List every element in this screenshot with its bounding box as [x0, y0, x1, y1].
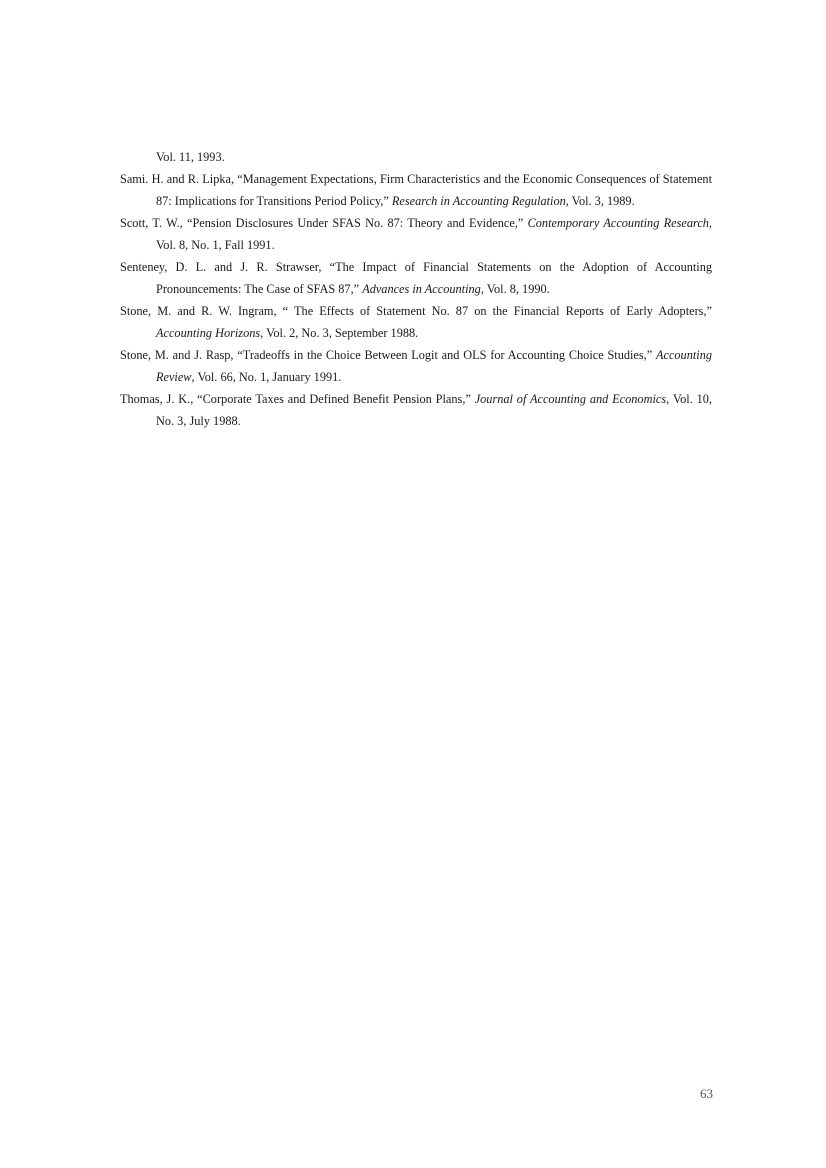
reference-text: Stone, M. and J. Rasp, “Tradeoffs in the Choice Between Logit and OLS for Accounting Choice Studies,”: [120, 348, 656, 362]
reference-entry: [120, 388, 712, 432]
reference-source: Accounting Review: [156, 348, 712, 384]
reference-list: [120, 146, 712, 432]
reference-text: Sami. H. and R. Lipka, “Management Expectations, Firm Characteristics and the Economic Consequences of Statement 87: Implications for Transitions Period Policy,”: [120, 172, 712, 208]
reference-details: , Vol. 3, 1989.: [565, 194, 635, 208]
reference-source: Contemporary Accounting Research: [527, 216, 709, 230]
reference-entry: [120, 146, 712, 168]
reference-source: Accounting Horizons: [156, 326, 261, 340]
reference-entry: [120, 168, 712, 212]
reference-entry: [120, 212, 712, 256]
reference-text: Stone, M. and R. W. Ingram, “ The Effects of Statement No. 87 on the Financial Reports of Early Adopters,”: [120, 304, 712, 318]
reference-details: , Vol. 10, No. 3, July 1988.: [156, 392, 712, 428]
reference-source: Journal of Accounting and Economics: [474, 392, 667, 406]
reference-details: , Vol. 2, No. 3, September 1988.: [260, 326, 419, 340]
reference-details: , Vol. 8, 1990.: [480, 282, 550, 296]
reference-entry: [120, 256, 712, 300]
reference-text: Vol. 11, 1993.: [156, 150, 225, 164]
reference-entry: [120, 344, 712, 388]
reference-text: Thomas, J. K., “Corporate Taxes and Defined Benefit Pension Plans,”: [120, 392, 475, 406]
reference-text: Scott, T. W., “Pension Disclosures Under SFAS No. 87: Theory and Evidence,”: [120, 216, 528, 230]
reference-source: Research in Accounting Regulation: [391, 194, 566, 208]
reference-details: , Vol. 66, No. 1, January 1991.: [191, 370, 342, 384]
reference-details: , Vol. 8, No. 1, Fall 1991.: [156, 216, 712, 252]
reference-entry: [120, 300, 712, 344]
reference-text: Senteney, D. L. and J. R. Strawser, “The Impact of Financial Statements on the Adoption of Accounting Pronouncements: The Case of SFAS 87,”: [120, 260, 712, 296]
reference-source: Advances in Accounting: [362, 282, 481, 296]
page-number: 63: [700, 1086, 713, 1101]
